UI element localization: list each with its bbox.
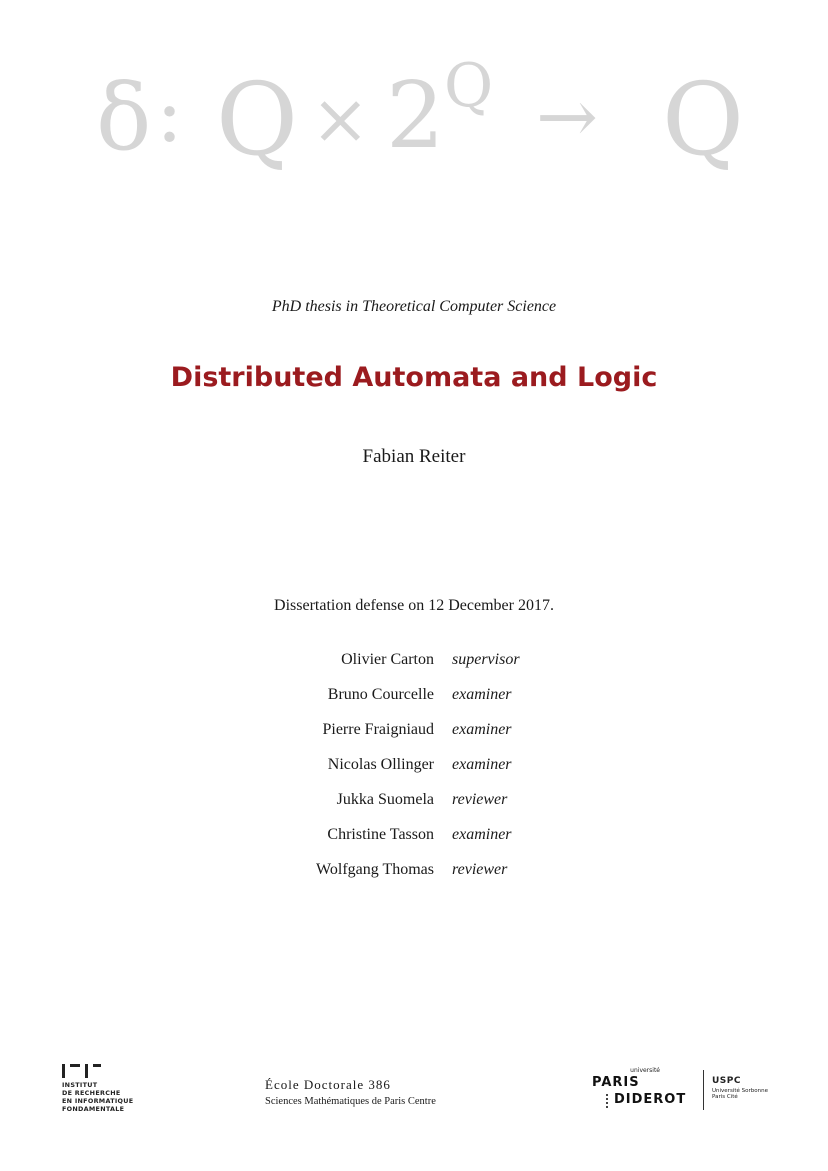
committee-row [0, 861, 828, 896]
uspc-line: Université Sorbonne [712, 1088, 768, 1094]
irif-logo [62, 1064, 133, 1113]
thesis-subtitle: PhD thesis in Theoretical Computer Science [271, 298, 557, 315]
irif-line: DE RECHERCHE [62, 1089, 121, 1097]
committee-role: reviewer [452, 791, 508, 808]
committee-row [0, 721, 828, 756]
irif-line: EN INFORMATIQUE [62, 1097, 134, 1105]
committee-name: Pierre Fraigniaud [322, 721, 434, 738]
irif-line: INSTITUT [62, 1081, 98, 1089]
committee-role: examiner [452, 756, 512, 773]
committee-row [0, 651, 828, 686]
committee-role: reviewer [452, 861, 508, 878]
logo-divider [703, 1070, 704, 1110]
thesis-title: Distributed Automata and Logic [170, 362, 658, 393]
committee-row [0, 791, 828, 826]
irif-mark-icon [62, 1064, 133, 1078]
header-formula [96, 51, 746, 182]
author-name: Fabian Reiter [362, 446, 466, 467]
pd-diderot: DIDEROT [614, 1092, 687, 1107]
committee-name: Christine Tasson [327, 826, 434, 843]
formula-arrow: → [536, 74, 599, 160]
uspc-line: Paris Cité [712, 1094, 738, 1100]
committee-name: Jukka Suomela [336, 791, 434, 808]
committee-name: Bruno Courcelle [327, 686, 434, 703]
formula-q: Q [216, 61, 298, 178]
formula-two: 2 [386, 62, 445, 169]
committee-role: examiner [452, 686, 512, 703]
formula-colon: : [156, 67, 183, 160]
defense-date: Dissertation defense on 12 December 2017. [274, 597, 554, 614]
irif-line: FONDAMENTALE [62, 1105, 125, 1113]
committee-role: examiner [452, 826, 512, 843]
formula-times: × [311, 78, 370, 160]
committee-name: Wolfgang Thomas [316, 861, 434, 878]
paris-diderot-logo [592, 1067, 700, 1111]
committee-row [0, 756, 828, 791]
committee-row [0, 826, 828, 861]
pd-dots-icon [606, 1094, 610, 1108]
pd-paris: PARIS [592, 1075, 640, 1090]
formula-delta: δ [96, 64, 152, 171]
committee-role: supervisor [452, 651, 520, 668]
formula-superscript: Q [444, 51, 494, 121]
uspc-logo [712, 1076, 768, 1100]
committee-role: examiner [452, 721, 512, 738]
committee-list [0, 651, 828, 896]
committee-name: Olivier Carton [341, 651, 434, 668]
committee-row [0, 686, 828, 721]
committee-name: Nicolas Ollinger [327, 756, 434, 773]
ecole-subtitle: Sciences Mathématiques de Paris Centre [265, 1096, 436, 1107]
pd-universite: université [630, 1067, 660, 1074]
ecole-doctorale [265, 1077, 436, 1107]
uspc-mark: USPC [712, 1076, 741, 1086]
ecole-name: École Doctorale 386 [265, 1077, 391, 1092]
formula-result: Q [662, 61, 744, 178]
